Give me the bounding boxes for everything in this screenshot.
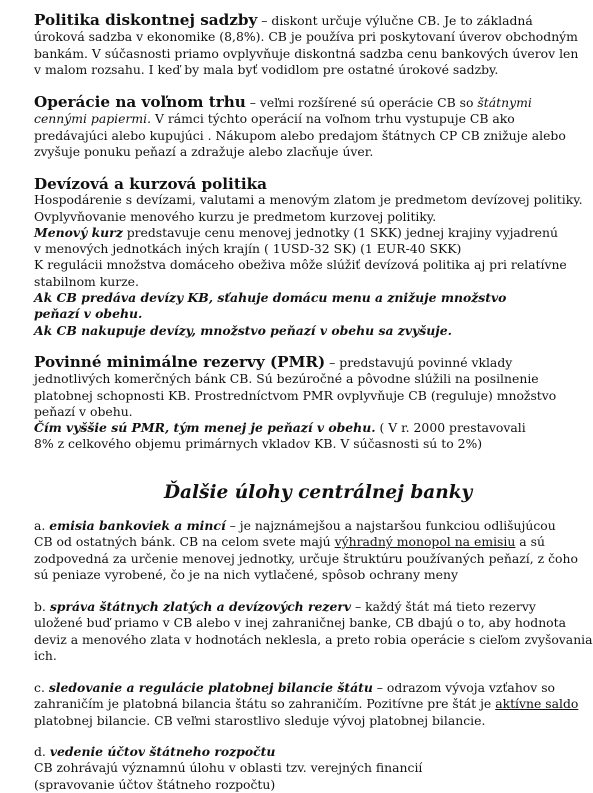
paragraph-text: – každý štát má tieto rezervy — [351, 599, 536, 614]
paragraph-text: peňazí v obehu. — [34, 403, 133, 419]
paragraph-text: zodpovedná za určenie menovej jednotky, určuje štruktúru používaných peňazí, z čoho — [34, 550, 578, 566]
paragraph-text: – predstavujú povinné vklady — [325, 355, 513, 370]
paragraph-text: Hospodárenie s devízami, valutami a menovým zlatom je predmetom devízovej politiky. — [34, 192, 583, 208]
paragraph-text: V rámci týchto operácií na voľnom trhu vystupuje CB ako — [151, 111, 515, 127]
list-marker: d. — [34, 744, 50, 759]
section-heading: Devízová a kurzová politika — [34, 175, 267, 193]
page-title: Ďalšie úlohy centrálnej banky — [164, 482, 473, 503]
paragraph-text: CB zohrávajú významnú úlohu v oblasti tzv. verejných financií — [34, 760, 423, 776]
underlined-text: aktívne saldo — [495, 696, 579, 712]
paragraph-text: platobnej bilancie. CB veľmi starostlivo sleduje vývoj platobnej bilancie. — [34, 712, 486, 728]
paragraph-text: deviz a menového zlata v hodnotách neklesla, a preto robia operácie s cieľom zvyšovania — [34, 631, 593, 647]
emphasis-text: peňazí v obehu. — [34, 306, 143, 322]
task-heading: emisia bankoviek a mincí — [49, 518, 226, 533]
paragraph-text: – odrazom vývoja vzťahov so — [372, 680, 556, 695]
paragraph-text: a sú — [515, 534, 545, 550]
list-marker: a. — [34, 518, 50, 533]
task-item-b — [34, 599, 593, 664]
paragraph-text: (spravovanie účtov štátneho rozpočtu) — [34, 776, 276, 792]
task-item-a — [34, 518, 578, 583]
paragraph-text: – veľmi rozšírené sú operácie CB so — [245, 95, 478, 110]
paragraph-text: K regulácii množstva domáceho obeživa môže slúžiť devízová politika aj pri relatívne — [34, 257, 567, 273]
paragraph-text: v malom rozsahu. I keď by mala byť vodidlom pre ostatné úrokové sadzby. — [34, 61, 499, 77]
task-item-d — [34, 744, 504, 793]
paragraph-text: stabilnom kurze. — [34, 273, 139, 289]
task-item-c — [34, 680, 579, 729]
term-emphasis: Menový kurz — [34, 224, 123, 240]
list-marker: b. — [34, 599, 50, 614]
list-marker: c. — [34, 680, 49, 695]
underlined-text: výhradný monopol na emisiu — [334, 534, 516, 550]
paragraph-text: Ovplyvňovanie menového kurzu je predmetom kurzovej politiky. — [34, 208, 437, 224]
paragraph-text: jednotlivých komerčných bánk CB. Sú bezúročné a pôvodne slúžili na posilnenie — [34, 371, 539, 387]
emphasis-text: Ak CB predáva devízy KB, sťahuje domácu menu a znižuje množstvo — [34, 290, 507, 306]
paragraph-text: úroková sadzba v ekonomike (8,8%). CB je používa pri poskytovaní úverov obchodným — [34, 29, 578, 45]
task-heading: vedenie účtov štátneho rozpočtu — [49, 744, 276, 759]
section-heading: Povinné minimálne rezervy (PMR) — [34, 353, 326, 371]
task-heading: správa štátnych zlatých a devízových rezerv — [49, 599, 352, 614]
section-heading: Operácie na voľnom trhu — [34, 93, 246, 111]
paragraph-text: zahraničím je platobná bilancia štátu so zahraničím. Pozitívne pre štát je — [34, 696, 496, 712]
emphasis-text: Čím vyššie sú PMR, tým menej je peňazí v obehu. — [34, 420, 376, 436]
task-heading: sledovanie a regulácie platobnej bilancie štátu — [48, 680, 373, 695]
paragraph-text: bankám. V súčasnosti priamo ovplyvňuje diskontná sadzba cenu bankových úverov len — [34, 45, 579, 61]
paragraph-text: predávajúci alebo kupujúci . Nákupom alebo predajom štátnych CP CB znižuje alebo — [34, 127, 566, 143]
paragraph-text: – diskont určuje výlučne CB. Je to základná — [257, 13, 533, 28]
paragraph-text: ich. — [34, 647, 57, 663]
emphasis-text: Ak CB nakupuje devízy, množstvo peňazí v obehu sa zvyšuje. — [34, 322, 452, 338]
paragraph-text: platobnej schopnosti KB. Prostredníctvom PMR ovplyvňuje CB (reguluje) množstvo — [34, 387, 557, 403]
paragraph-text: – je najznámejšou a najstaršou funkciou odlišujúcou — [225, 518, 556, 533]
paragraph-text: ( V r. 2000 prestavovali — [375, 420, 526, 436]
section-open-market — [34, 93, 566, 160]
paragraph-text: sú peniaze vyrobené, čo je na nich vytlačené, spôsob ochrany meny — [34, 566, 458, 582]
paragraph-text: predstavuje cenu menovej jednotky (1 SKK) jednej krajiny vyjadrenú — [122, 224, 558, 240]
section-discount-policy — [34, 11, 579, 78]
section-heading: Politika diskontnej sadzby — [34, 11, 258, 29]
paragraph-italic: štátnymi — [477, 95, 532, 110]
paragraph-text: 8% z celkového objemu primárnych vkladov KB. V súčasnosti sú to 2%) — [34, 436, 483, 452]
paragraph-text: CB od ostatných bánk. CB na celom svete majú — [34, 534, 335, 550]
paragraph-italic: cennými papiermi. — [34, 111, 152, 127]
paragraph-text: uložené buď priamo v CB alebo v inej zahraničnej banke, CB dbajú o to, aby hodnota — [34, 615, 567, 631]
paragraph-text: v menových jednotkách iných krajín ( 1USD-32 SK) (1 EUR-40 SKK) — [34, 241, 462, 257]
paragraph-text: zvyšuje ponuku peňazí a zdražuje alebo zlacňuje úver. — [34, 143, 374, 159]
section-currency-policy — [34, 175, 583, 339]
section-reserves — [34, 353, 557, 453]
